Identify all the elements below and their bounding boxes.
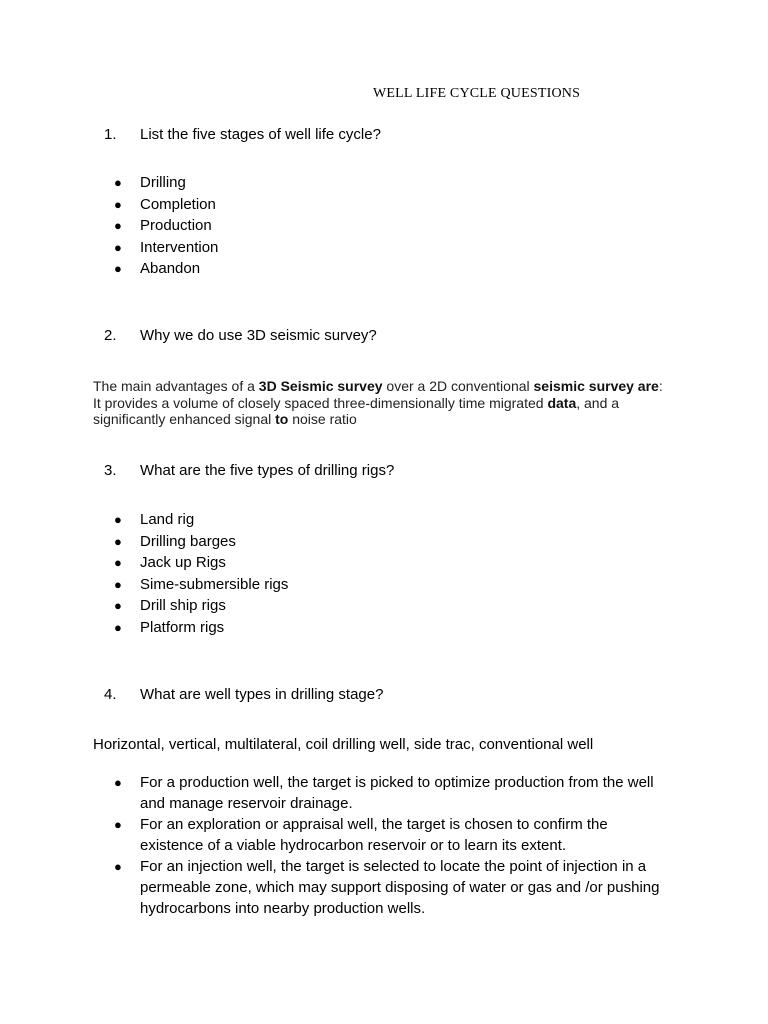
question-2 — [104, 327, 377, 344]
list-item: ● Land rig — [114, 509, 288, 531]
bullet-icon: ● — [114, 239, 122, 255]
list-item: ● Abandon — [114, 258, 218, 280]
question-number: 2. — [104, 327, 117, 344]
list-item: ● Jack up Rigs — [114, 552, 288, 574]
question-number: 3. — [104, 462, 117, 479]
list-item: ● Sime-submersible rigs — [114, 574, 288, 596]
list-item: ● For an exploration or appraisal well, the target is chosen to confirm the existence of a viable hydrocarbon reservoir or to learn its extent. — [114, 816, 608, 854]
question-3 — [104, 462, 394, 479]
question-1 — [104, 126, 381, 143]
list-item: ● For an injection well, the target is selected to locate the point of injection in a permeable zone, which may support disposing of water or gas and /or pushing hydrocarbons into nearby production wells. — [114, 858, 660, 917]
question-4 — [104, 686, 383, 703]
question-number: 4. — [104, 686, 117, 703]
bullet-icon: ● — [114, 859, 122, 874]
seismic-answer: The main advantages of a 3D Seismic survey over a 2D conventional seismic survey are: It provides a volume of closely spaced three-dimensionally time migrated data, and a significantly enhanced signal to noise ratio — [93, 378, 663, 427]
list-item: ● Completion — [114, 194, 218, 216]
list-item: ● Platform rigs — [114, 617, 288, 639]
page-title: WELL LIFE CYCLE QUESTIONS — [373, 86, 581, 101]
bullet-icon: ● — [114, 218, 122, 233]
question-number: 1. — [104, 126, 117, 143]
rigs-list — [114, 509, 288, 638]
question-text: Why we do use 3D seismic survey? — [140, 327, 377, 344]
bullet-icon: ● — [114, 533, 122, 549]
bullet-icon: ● — [114, 775, 122, 790]
well-target-list — [114, 772, 674, 919]
list-item: ● For a production well, the target is picked to optimize production from the well and manage reservoir drainage. — [114, 774, 654, 812]
well-types-answer: Horizontal, vertical, multilateral, coil drilling well, side trac, conventional well — [93, 736, 594, 753]
list-item: ● Drill ship rigs — [114, 595, 288, 617]
list-item: ● Intervention — [114, 237, 218, 259]
list-item: ● Production — [114, 215, 218, 237]
question-text: What are the five types of drilling rigs? — [140, 462, 395, 479]
stages-list — [114, 172, 218, 280]
bullet-icon: ● — [114, 175, 122, 190]
bullet-icon: ● — [114, 817, 122, 832]
bullet-icon: ● — [114, 555, 122, 570]
list-item: ● Drilling — [114, 172, 218, 194]
bullet-icon: ● — [114, 598, 122, 613]
bullet-icon: ● — [114, 512, 122, 527]
bullet-icon: ● — [114, 576, 122, 592]
list-item: ● Drilling barges — [114, 531, 288, 553]
question-text: What are well types in drilling stage? — [140, 686, 384, 703]
question-text: List the five stages of well life cycle? — [140, 126, 381, 143]
bullet-icon: ● — [114, 261, 122, 276]
bullet-icon: ● — [114, 619, 122, 635]
bullet-icon: ● — [114, 196, 122, 212]
